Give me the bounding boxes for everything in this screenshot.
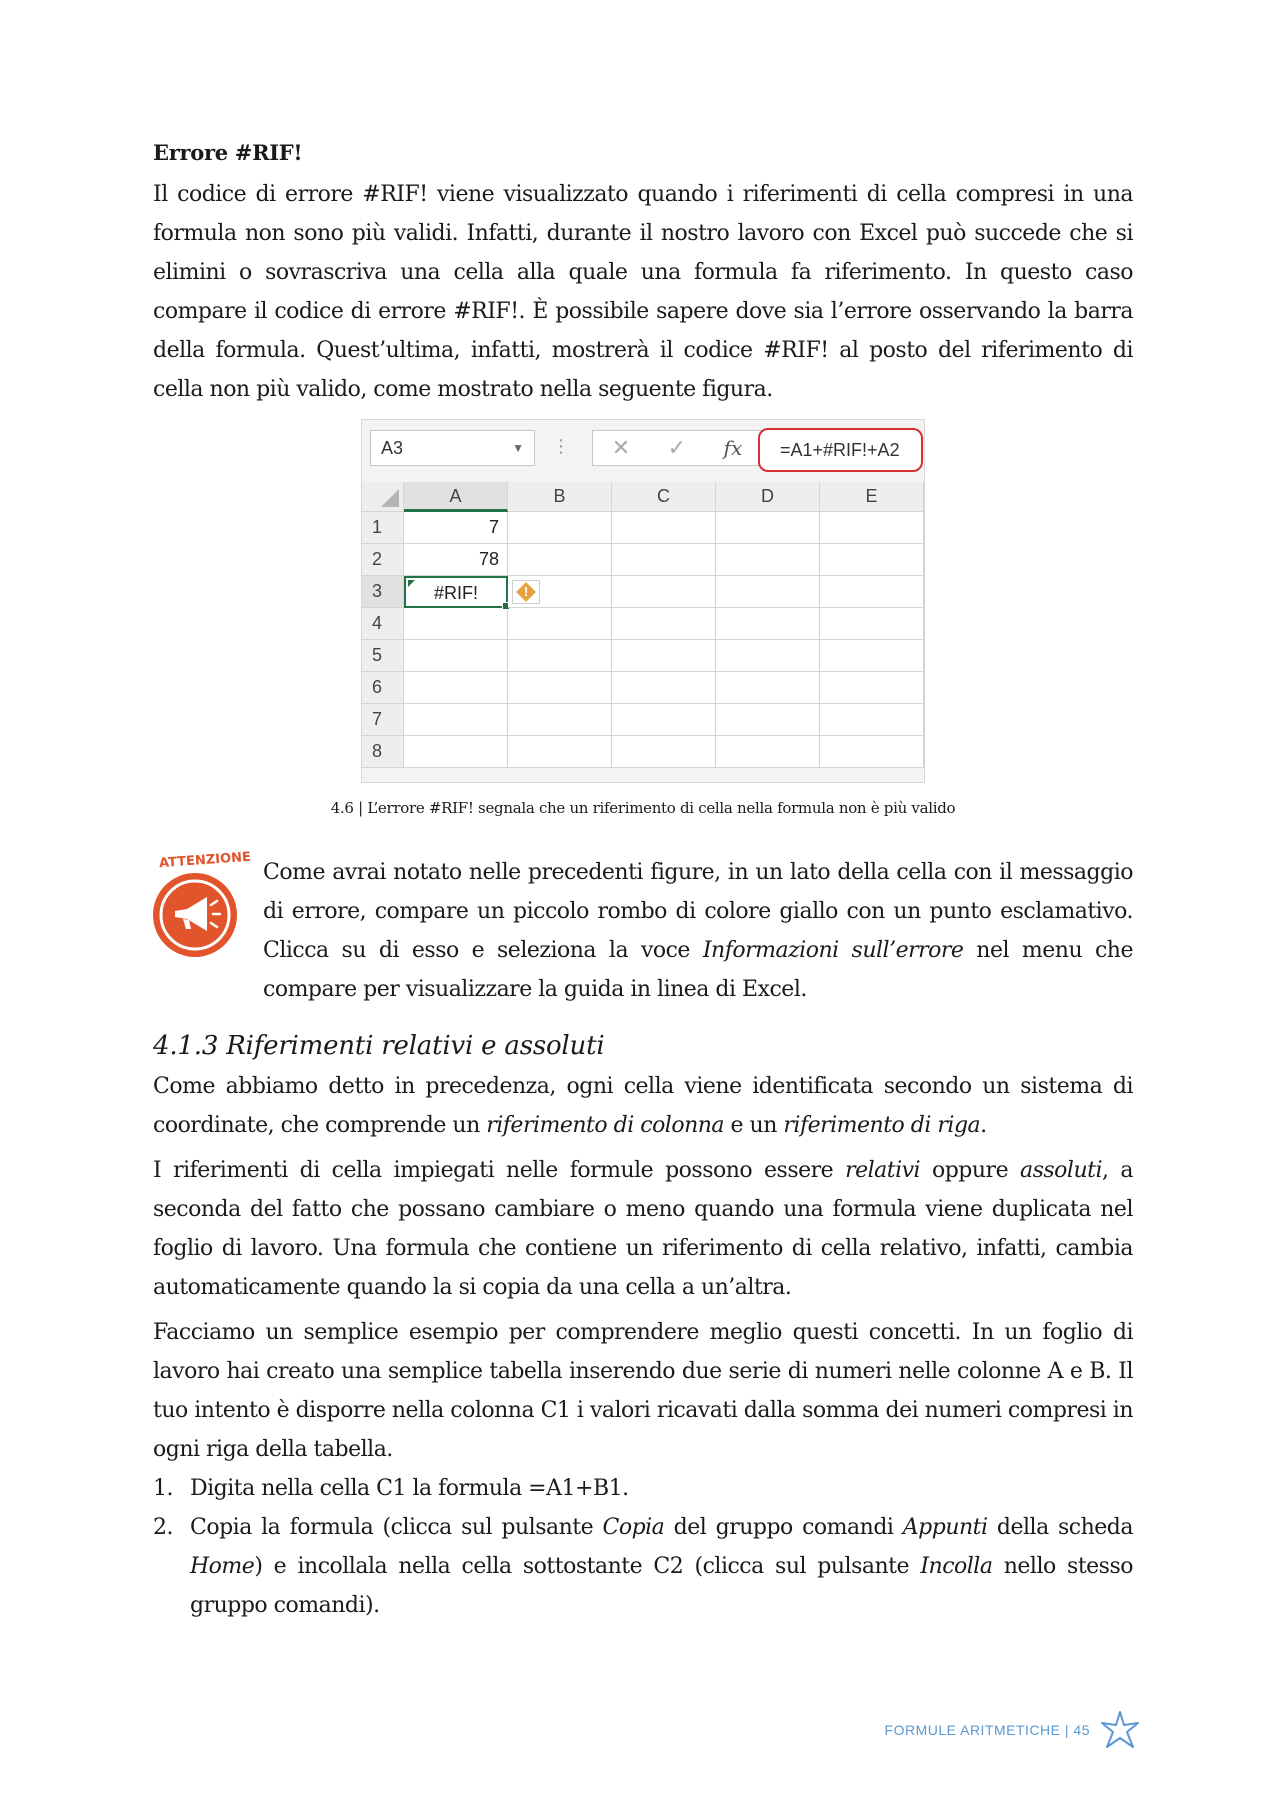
row-header: 3 xyxy=(362,576,404,608)
list-item: 1. Digita nella cella C1 la formula =A1+B1. xyxy=(153,1476,629,1501)
cell xyxy=(820,608,924,640)
row-header: 6 xyxy=(362,672,404,704)
figure xyxy=(153,419,1133,817)
cell xyxy=(404,736,508,768)
cell xyxy=(612,640,716,672)
column-header: B xyxy=(508,482,612,512)
cell xyxy=(404,640,508,672)
table-row xyxy=(362,736,924,768)
error-indicator-icon xyxy=(408,580,415,587)
cell xyxy=(508,544,612,576)
footer-text: FORMULE ARITMETICHE | 45 xyxy=(884,1722,1090,1738)
cell-a3-value: #RIF! xyxy=(433,583,478,603)
table-row xyxy=(362,608,924,640)
page-content xyxy=(153,140,1133,1625)
cell xyxy=(612,608,716,640)
formula-bar: =A1+#RIF!+A2 xyxy=(758,428,923,472)
name-box xyxy=(370,430,535,466)
cell xyxy=(716,512,820,544)
cell xyxy=(820,640,924,672)
cell xyxy=(820,672,924,704)
cell xyxy=(612,672,716,704)
row-header: 1 xyxy=(362,512,404,544)
sheet-grid xyxy=(362,482,924,768)
cell xyxy=(404,608,508,640)
cell xyxy=(820,736,924,768)
cell xyxy=(716,640,820,672)
cell xyxy=(508,576,612,608)
cell-a1: 7 xyxy=(404,512,508,544)
cell xyxy=(716,672,820,704)
cell-a2: 78 xyxy=(404,544,508,576)
cell xyxy=(716,704,820,736)
warning-icon: ! xyxy=(512,580,540,604)
table-row xyxy=(362,512,924,544)
cell-a3-selected xyxy=(404,576,508,608)
cell xyxy=(404,672,508,704)
excel-screenshot xyxy=(361,419,925,783)
check-icon: ✓ xyxy=(667,435,687,460)
cell xyxy=(716,544,820,576)
cell xyxy=(508,512,612,544)
cell xyxy=(612,736,716,768)
section-paragraph-2: I riferimenti di cella impiegati nelle formule possono essere relativi oppure assoluti, a seconda del fatto che possano cambiare o meno quando una formula viene duplicata nel foglio di lavoro. Una formula che contiene un riferimento di cella relativo, infatti, cambia automaticamente quando la si copia da una cella a un’altra. xyxy=(153,1158,1134,1300)
cell xyxy=(716,608,820,640)
fx-icon: fx xyxy=(723,436,743,460)
row-header: 5 xyxy=(362,640,404,672)
cell xyxy=(508,672,612,704)
column-header: D xyxy=(716,482,820,512)
cell xyxy=(508,608,612,640)
megaphone-icon xyxy=(153,873,237,957)
cell xyxy=(404,704,508,736)
row-header: 2 xyxy=(362,544,404,576)
table-row xyxy=(362,576,924,608)
attention-text: Come avrai notato nelle precedenti figure, in un lato della cella con il messaggio di errore, compare un piccolo rombo di colore giallo con un punto esclamativo. Clicca su di esso e seleziona la voce Informazioni sull’errore nel menu che compare per visualizzare la guida in linea di Excel. xyxy=(263,860,1133,1002)
cell xyxy=(716,736,820,768)
cell xyxy=(508,640,612,672)
cell xyxy=(820,704,924,736)
table-row xyxy=(362,640,924,672)
cell xyxy=(508,704,612,736)
row-header: 4 xyxy=(362,608,404,640)
attention-box xyxy=(153,849,1133,1009)
cell xyxy=(820,544,924,576)
error-paragraph: Il codice di errore #RIF! viene visualizzato quando i riferimenti di cella compresi in una formula non sono più validi. Infatti, durante il nostro lavoro con Excel può succede che si elimini o sovrascriva una cella alla quale una formula fa riferimento. In questo caso compare il codice di errore #RIF!. È possibile sapere dove sia l’errore osservando la barra della formula. Quest’ultima, infatti, mostrerà il codice #RIF! al posto del riferimento di cella non più valido, come mostrato nella seguente figura. xyxy=(153,182,1133,402)
cancel-icon: ✕ xyxy=(611,435,631,460)
list-item: 2. Copia la formula (clicca sul pulsante Copia del gruppo comandi Appunti della scheda Home) e incollala nella cella sottostante C2 (clicca sul pulsante Incolla nello stesso gruppo comandi). xyxy=(153,1515,1134,1618)
cell xyxy=(612,544,716,576)
row-header: 8 xyxy=(362,736,404,768)
select-all-corner xyxy=(362,482,404,512)
chevron-down-icon: ▼ xyxy=(512,441,524,455)
cell xyxy=(820,512,924,544)
section-paragraph-3: Facciamo un semplice esempio per comprendere meglio questi concetti. In un foglio di lavoro hai creato una semplice tabella inserendo due serie di numeri nelle colonne A e B. Il tuo intento è disporre nella colonna C1 i valori ricavati dalla somma dei numeri compresi in ogni riga della tabella. xyxy=(153,1320,1133,1462)
attention-label: ATTENZIONE xyxy=(158,849,252,872)
column-header: E xyxy=(820,482,924,512)
attention-badge xyxy=(153,849,263,973)
cell xyxy=(716,576,820,608)
column-header: A xyxy=(404,482,508,512)
column-header: C xyxy=(612,482,716,512)
column-header-row xyxy=(362,482,924,512)
more-icon: ⋮ xyxy=(552,436,570,456)
page-footer xyxy=(885,1710,1140,1750)
figure-caption: 4.6 | L’errore #RIF! segnala che un riferimento di cella nella formula non è più valido xyxy=(330,799,956,817)
table-row xyxy=(362,544,924,576)
star-icon xyxy=(1100,1710,1140,1750)
row-header: 7 xyxy=(362,704,404,736)
section-paragraph-1: Come abbiamo detto in precedenza, ogni cella viene identificata secondo un sistema di coordinate, che comprende un riferimento di colonna e un riferimento di riga. xyxy=(153,1074,1133,1138)
cell xyxy=(612,512,716,544)
table-row xyxy=(362,672,924,704)
error-title: Errore #RIF! xyxy=(153,140,303,165)
section-heading: 4.1.3 Riferimenti relativi e assoluti xyxy=(153,1031,605,1061)
cell xyxy=(612,576,716,608)
cell xyxy=(612,704,716,736)
cell xyxy=(508,736,612,768)
cell xyxy=(820,576,924,608)
steps-list xyxy=(153,1469,1133,1625)
table-row xyxy=(362,704,924,736)
name-box-value: A3 xyxy=(381,438,404,458)
formula-buttons xyxy=(592,430,762,466)
